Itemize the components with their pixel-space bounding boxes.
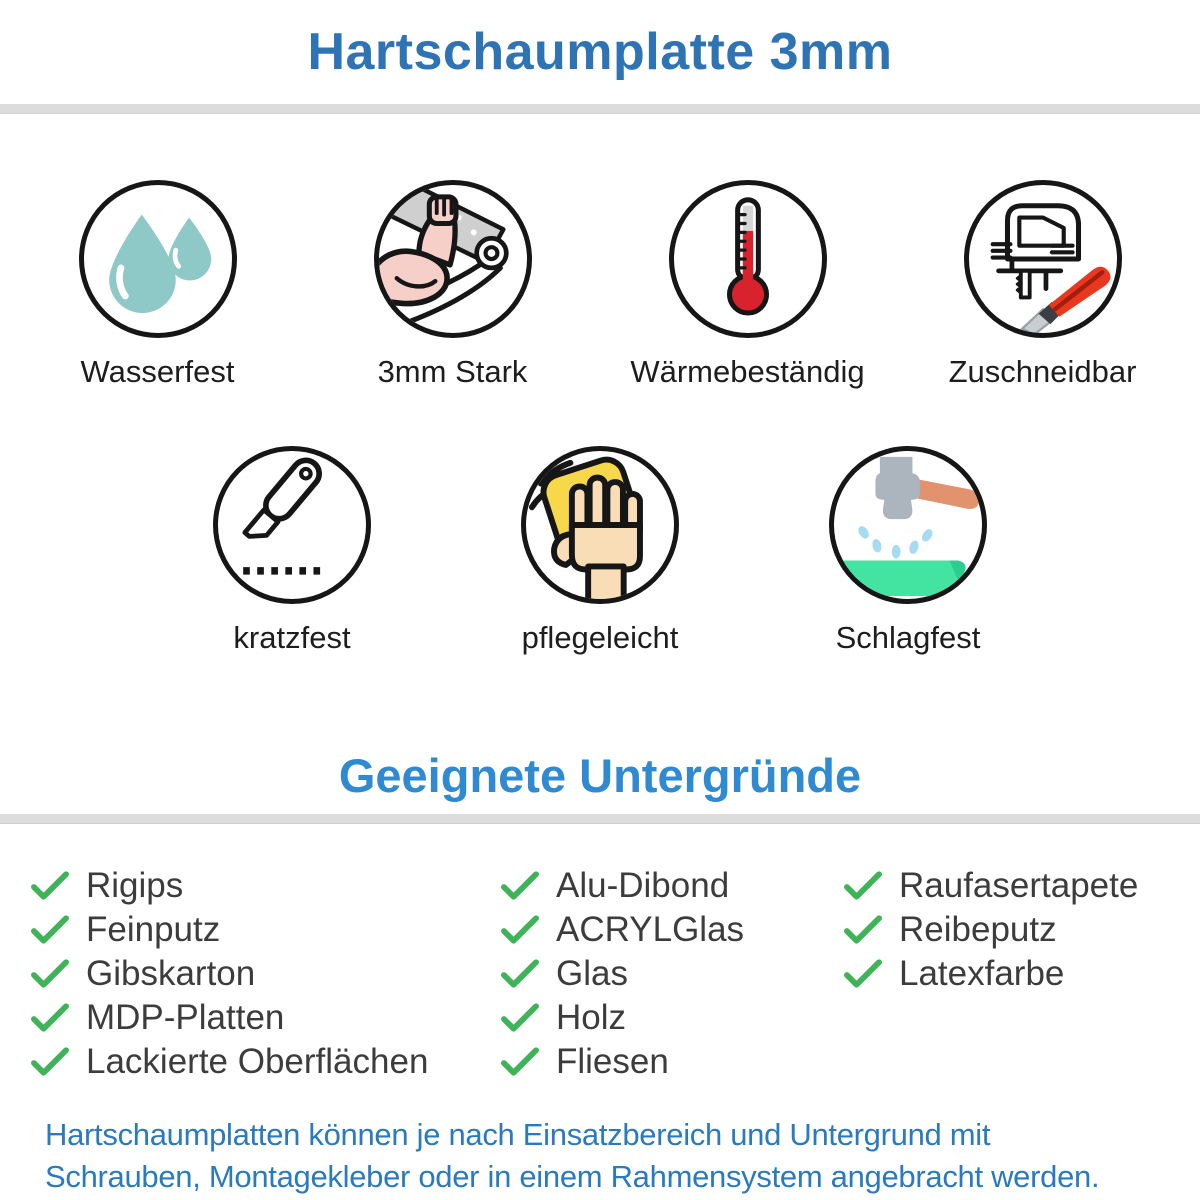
list-item xyxy=(30,1040,500,1084)
page-title: Hartschaumplatte 3mm xyxy=(307,23,893,81)
feature-label: 3mm Stark xyxy=(377,354,528,389)
substrates-list xyxy=(0,864,1200,1084)
substrate-label: Fliesen xyxy=(556,1042,669,1081)
footer-line-2: Schrauben, Montagekleber oder in einem Rahmensystem angebracht werden. xyxy=(45,1159,1100,1194)
substrate-label: Latexfarbe xyxy=(899,954,1065,993)
substrate-label: Glas xyxy=(556,954,628,993)
feature-label: Wärmebeständig xyxy=(630,354,865,389)
feature-schlagfest xyxy=(754,446,1062,656)
list-item xyxy=(500,1040,843,1084)
feature-wasserfest xyxy=(10,180,305,390)
hammer-impact-icon xyxy=(829,446,987,604)
list-item xyxy=(500,864,843,908)
substrates-column-2 xyxy=(500,864,843,1084)
check-icon xyxy=(500,915,540,945)
feature-label: Zuschneidbar xyxy=(948,354,1137,389)
substrate-label: Gibskarton xyxy=(86,954,256,993)
cleaning-hand-icon xyxy=(521,446,679,604)
strong-arm-roll-icon xyxy=(374,180,532,338)
check-icon xyxy=(500,1047,540,1077)
feature-3mm-stark xyxy=(305,180,600,390)
divider-bar-middle xyxy=(0,814,1200,824)
list-item xyxy=(30,952,500,996)
check-icon xyxy=(30,871,70,901)
check-icon xyxy=(843,959,883,989)
check-icon xyxy=(500,959,540,989)
feature-row-2 xyxy=(0,446,1200,656)
water-drops-icon xyxy=(79,180,237,338)
feature-label: kratzfest xyxy=(233,620,351,655)
thermometer-icon xyxy=(669,180,827,338)
check-icon xyxy=(500,871,540,901)
feature-pflegeleicht xyxy=(446,446,754,656)
list-item xyxy=(500,996,843,1040)
feature-waermebestaendig xyxy=(600,180,895,390)
jigsaw-cutter-icon xyxy=(964,180,1122,338)
feature-label: Schlagfest xyxy=(835,620,981,655)
substrates-column-1 xyxy=(30,864,500,1084)
list-item xyxy=(500,952,843,996)
substrate-label: Reibeputz xyxy=(899,910,1057,949)
utility-knife-icon xyxy=(213,446,371,604)
list-item xyxy=(30,996,500,1040)
check-icon xyxy=(30,915,70,945)
substrate-label: MDP-Platten xyxy=(86,998,285,1037)
footer-note xyxy=(0,1084,1200,1198)
list-item xyxy=(500,908,843,952)
feature-kratzfest xyxy=(138,446,446,656)
substrate-label: ACRYLGlas xyxy=(556,910,745,949)
section-header xyxy=(0,736,1200,814)
substrate-label: Raufasertapete xyxy=(899,866,1139,905)
feature-label: pflegeleicht xyxy=(521,620,679,655)
feature-zuschneidbar xyxy=(895,180,1190,390)
footer-line-1: Hartschaumplatten können je nach Einsatzbereich und Untergrund mit xyxy=(45,1117,991,1152)
list-item xyxy=(843,952,1200,996)
check-icon xyxy=(30,959,70,989)
feature-label: Wasserfest xyxy=(80,354,235,389)
list-item xyxy=(30,908,500,952)
check-icon xyxy=(843,871,883,901)
substrate-label: Holz xyxy=(556,998,627,1037)
substrate-label: Alu-Dibond xyxy=(556,866,730,905)
list-item xyxy=(30,864,500,908)
substrate-label: Rigips xyxy=(86,866,184,905)
check-icon xyxy=(500,1003,540,1033)
check-icon xyxy=(30,1047,70,1077)
check-icon xyxy=(843,915,883,945)
substrate-label: Feinputz xyxy=(86,910,221,949)
divider-bar-top xyxy=(0,104,1200,114)
section-title: Geeignete Untergründe xyxy=(338,748,862,802)
check-icon xyxy=(30,1003,70,1033)
substrate-label: Lackierte Oberflächen xyxy=(86,1042,429,1081)
substrates-column-3 xyxy=(843,864,1200,1084)
list-item xyxy=(843,908,1200,952)
list-item xyxy=(843,864,1200,908)
header xyxy=(0,0,1200,104)
feature-row-1 xyxy=(0,180,1200,390)
